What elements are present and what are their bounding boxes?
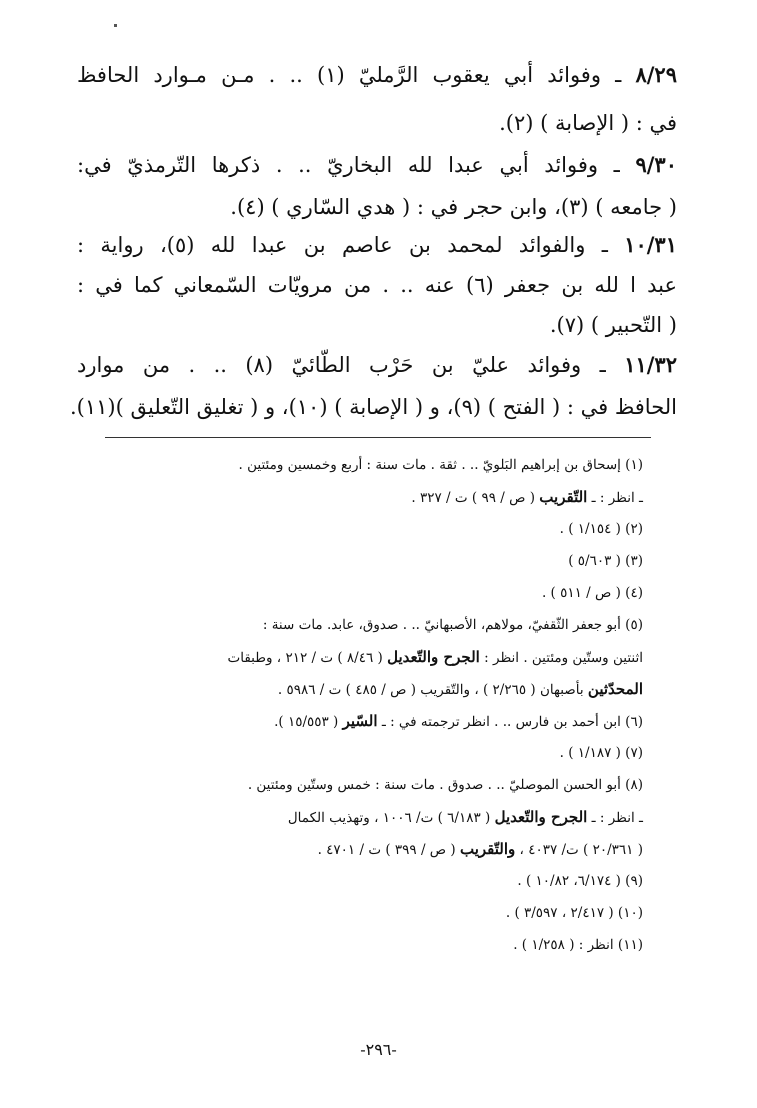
entry-number: ١٠/٣١ (624, 232, 677, 257)
main-text: ( التّحبير ) (٧). (549, 313, 677, 337)
main-line (77, 192, 677, 222)
main-line (77, 310, 677, 340)
main-text: ـ وفوائد أبي يعقوب الرَّمليّ (١) .. . مـن مـوارد الحافظ (77, 63, 636, 87)
main-text: في : ( الإصابة ) (٢). (499, 111, 677, 135)
main-line (77, 60, 677, 90)
footnote-line: (١٠) ( ٢/٤١٧ ، ٣/٥٩٧ ) . (505, 905, 643, 921)
footnote-line: (٩) ( ٦/١٧٤، ١٠/٨٢ ) . (517, 873, 643, 889)
footnote-line: (٤) ( ص / ٥١١ ) . (541, 585, 643, 601)
main-text: ـ والفوائد لمحمد بن عاصم بن عبدا لله (٥)، رواية : (77, 233, 625, 257)
main-line (77, 150, 677, 180)
main-line (77, 270, 677, 300)
main-text: ـ وفوائد عليّ بن حَرْب الطّائيّ (٨) .. . من موارد (77, 353, 625, 377)
main-text: الحافظ في : ( الفتح ) (٩)، و ( الإصابة ) (١٠)، و ( تغليق التّعليق )(١١). (69, 395, 677, 419)
footnote-line: المحدّثين بأصبهان ( ٢/٢٦٥ ) ، والتّقريب ( ص / ٤٨٥ ) ت / ٥٩٨٦ . (277, 680, 643, 698)
main-line (77, 350, 677, 380)
footnote-line: اثنتين وستّين ومئتين . انظر : الجرح والتّعديل ( ٨/٤٦ ) ت / ٢١٢ ، وطبقات (227, 648, 643, 666)
page-mark (114, 24, 117, 27)
main-line (77, 108, 677, 138)
entry-number: ٩/٣٠ (635, 152, 677, 177)
footnote-line: ـ انظر : ـ الجرح والتّعديل ( ٦/١٨٣ ) ت/ ١٠٠٦ ، وتهذيب الكمال (287, 808, 643, 826)
footnote-line: (٢) ( ١/١٥٤ ) . (559, 521, 643, 537)
footnote-line: ـ انظر : ـ التّقريب ( ص / ٩٩ ) ت / ٣٢٧ . (411, 488, 643, 506)
main-text: ـ وفوائد أبي عبدا لله البخاريّ .. . ذكرها التّرمذيّ في: (77, 153, 636, 177)
main-line (69, 392, 677, 422)
main-line (77, 230, 677, 260)
main-text: ( جامعه ) (٣)، وابن حجر في : ( هدي السّاري ) (٤). (230, 195, 677, 219)
entry-number: ١١/٣٢ (624, 352, 677, 377)
entry-number: ٨/٢٩ (635, 62, 677, 87)
footnote-line: (٧) ( ١/١٨٧ ) . (559, 745, 643, 761)
footnote-line: (٦) ابن أحمد بن فارس .. . انظر ترجمته في : ـ السّير ( ١٥/٥٥٣ ). (274, 712, 643, 730)
footnote-line: (١) إسحاق بن إبراهيم البَلويّ .. . ثقة . مات سنة : أربع وخمسين ومئتين . (238, 457, 643, 473)
main-text: عبد ا لله بن جعفر (٦) عنه .. . من مرويّات السّمعاني كما في : (77, 273, 677, 297)
page-number: -٢٩٦- (360, 1040, 397, 1059)
footnote-line: (١١) انظر : ( ١/٢٥٨ ) . (513, 937, 643, 953)
footnote-line: ( ٢٠/٣٦١ ) ت/ ٤٠٣٧ ، والتّقريب ( ص / ٣٩٩ ) ت / ٤٧٠١ . (317, 840, 643, 858)
footnote-line: (٣) ( ٥/٦٠٣ ) (568, 553, 643, 569)
footnote-divider (105, 437, 651, 438)
footnote-line: (٥) أبو جعفر الثّقفيّ، مولاهم، الأصبهانيّ .. . صدوق، عابد. مات سنة : (262, 617, 643, 633)
footnote-line: (٨) أبو الحسن الموصليّ .. . صدوق . مات سنة : خمس وستّين ومئتين . (247, 777, 643, 793)
